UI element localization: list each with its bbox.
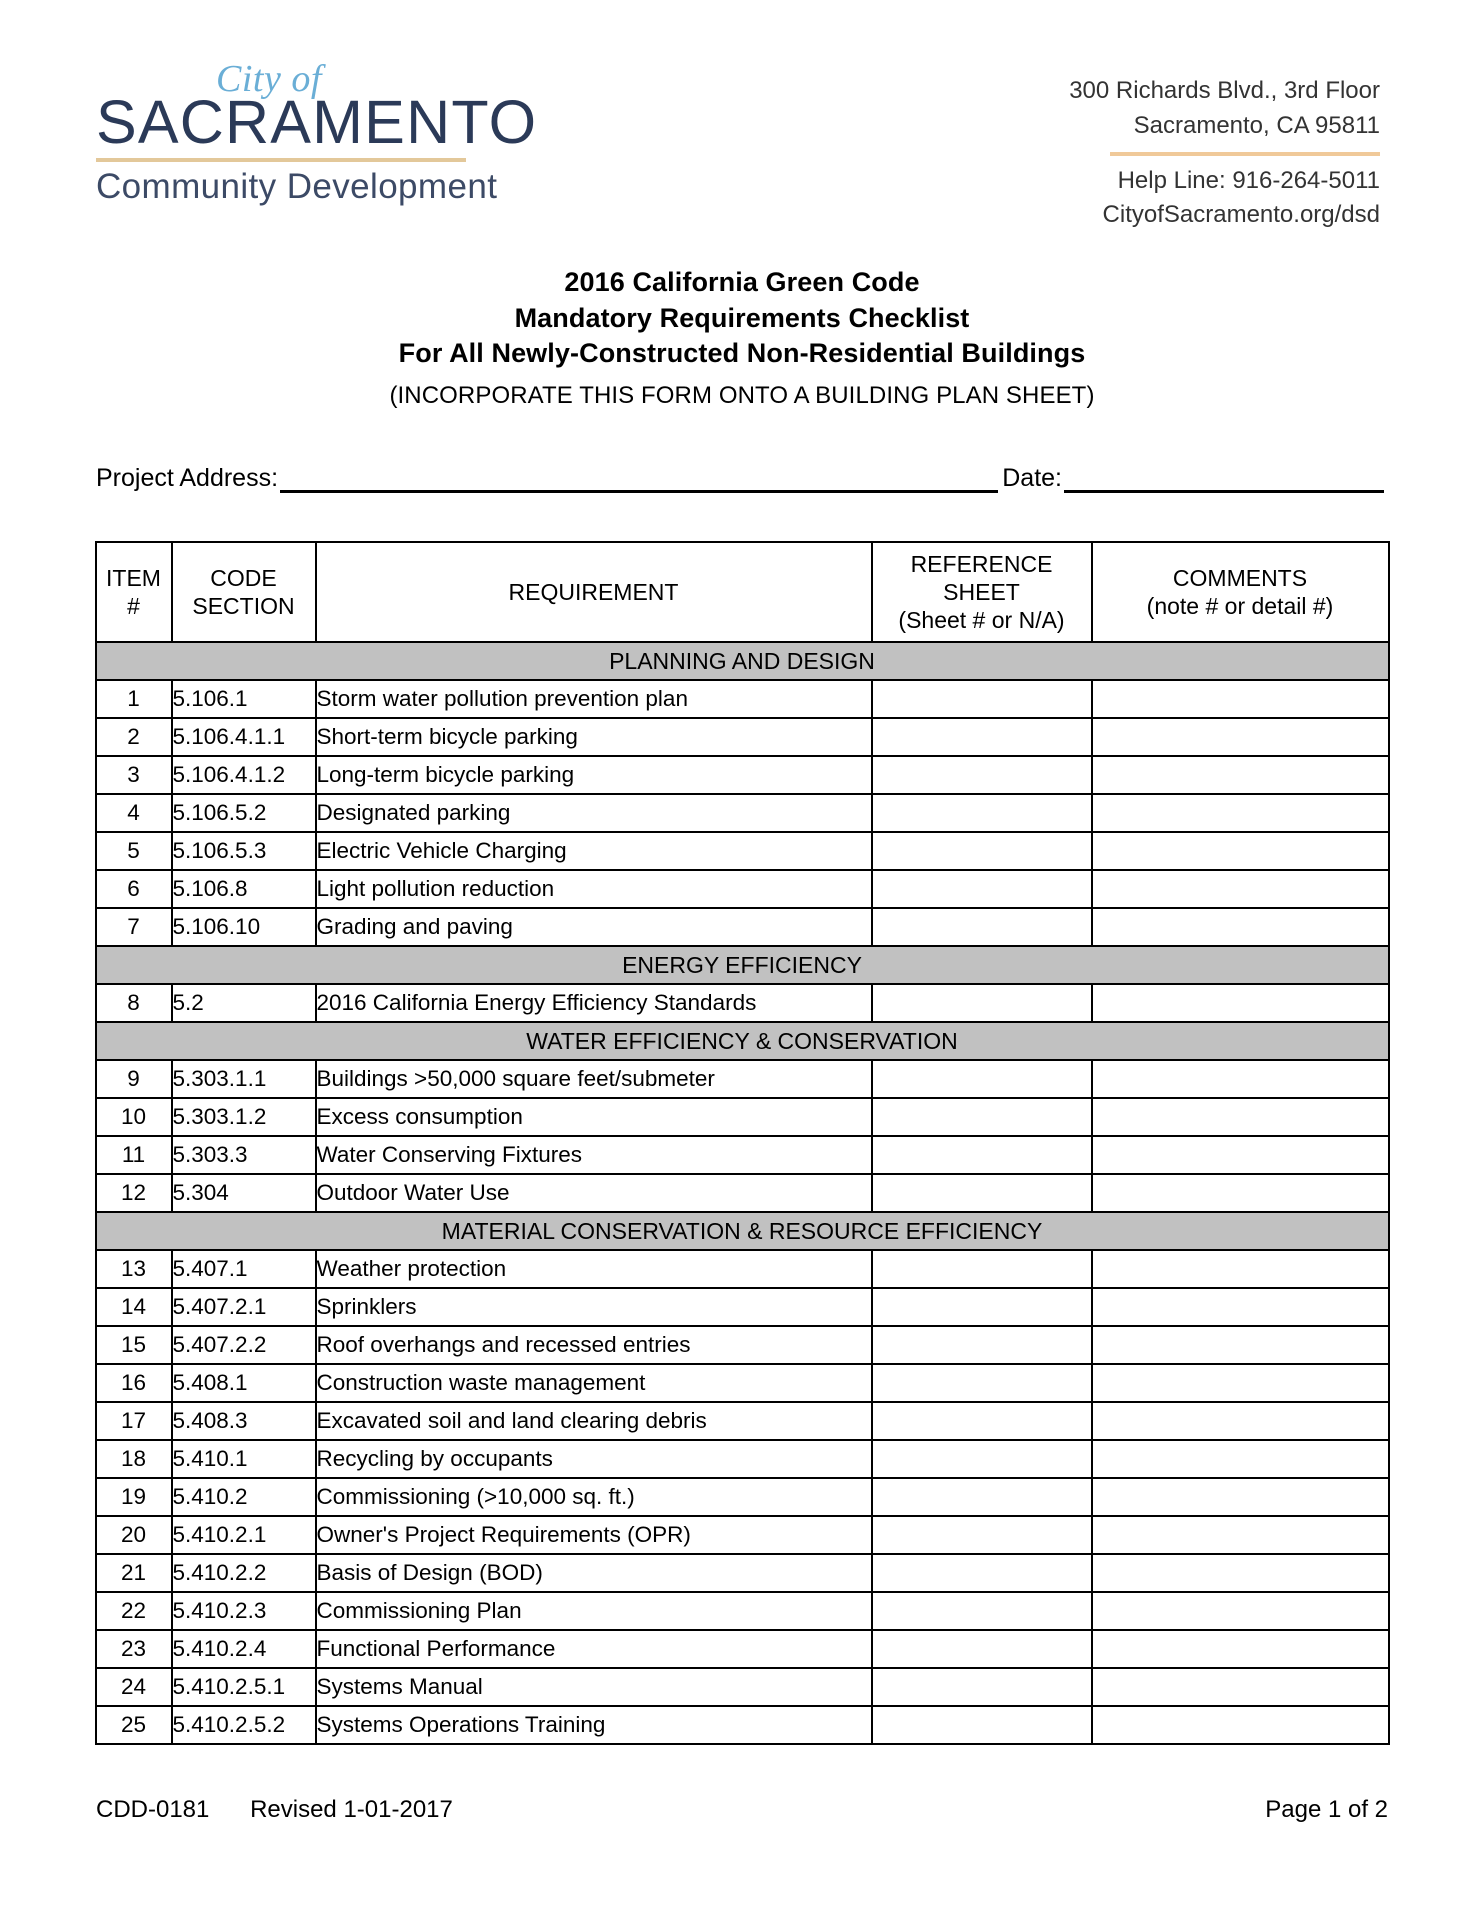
cell-reference-sheet-input[interactable] xyxy=(872,832,1092,870)
section-header-label: WATER EFFICIENCY & CONSERVATION xyxy=(96,1022,1389,1060)
cell-requirement: Buildings >50,000 square feet/submeter xyxy=(316,1060,872,1098)
table-row xyxy=(96,1630,1389,1668)
cell-code-section: 5.303.1.2 xyxy=(172,1098,316,1136)
column-header-reference-line2: SHEET xyxy=(943,579,1020,606)
cell-requirement: Systems Operations Training xyxy=(316,1706,872,1744)
revision-date-text: Revised 1-01-2017 xyxy=(250,1796,453,1823)
cell-reference-sheet-input[interactable] xyxy=(872,1668,1092,1706)
table-row xyxy=(96,1174,1389,1212)
cell-comments-input[interactable] xyxy=(1092,984,1389,1022)
table-row xyxy=(96,1478,1389,1516)
cell-comments-input[interactable] xyxy=(1092,794,1389,832)
cell-comments-input[interactable] xyxy=(1092,1364,1389,1402)
column-header-comments-line1: COMMENTS xyxy=(1172,565,1308,592)
cell-comments-input[interactable] xyxy=(1092,1288,1389,1326)
cell-comments-input[interactable] xyxy=(1092,1592,1389,1630)
column-header-reference-line3: (Sheet # or N/A) xyxy=(898,607,1065,634)
section-header-label: ENERGY EFFICIENCY xyxy=(96,946,1389,984)
cell-comments-input[interactable] xyxy=(1092,1516,1389,1554)
cell-reference-sheet-input[interactable] xyxy=(872,1478,1092,1516)
cell-comments-input[interactable] xyxy=(1092,1668,1389,1706)
cell-requirement: Construction waste management xyxy=(316,1364,872,1402)
cell-reference-sheet-input[interactable] xyxy=(872,718,1092,756)
table-row xyxy=(96,1326,1389,1364)
cell-comments-input[interactable] xyxy=(1092,1402,1389,1440)
cell-reference-sheet-input[interactable] xyxy=(872,794,1092,832)
table-header xyxy=(96,542,1389,642)
table-row xyxy=(96,1440,1389,1478)
cell-code-section: 5.303.3 xyxy=(172,1136,316,1174)
cell-item-number: 22 xyxy=(96,1592,172,1630)
cell-reference-sheet-input[interactable] xyxy=(872,1440,1092,1478)
cell-item-number: 1 xyxy=(96,680,172,718)
cell-reference-sheet-input[interactable] xyxy=(872,1706,1092,1744)
column-header-reference-line1: REFERENCE xyxy=(910,551,1053,578)
section-header-row xyxy=(96,1022,1389,1060)
cell-item-number: 7 xyxy=(96,908,172,946)
cell-code-section: 5.303.1.1 xyxy=(172,1060,316,1098)
column-header-reference-sheet xyxy=(872,542,1092,642)
cell-code-section: 5.408.1 xyxy=(172,1364,316,1402)
cell-code-section: 5.410.2.5.2 xyxy=(172,1706,316,1744)
cell-reference-sheet-input[interactable] xyxy=(872,1516,1092,1554)
table-row xyxy=(96,1364,1389,1402)
page-number-text: Page 1 of 2 xyxy=(1265,1796,1388,1823)
cell-item-number: 11 xyxy=(96,1136,172,1174)
table-row xyxy=(96,680,1389,718)
cell-item-number: 6 xyxy=(96,870,172,908)
table-row xyxy=(96,832,1389,870)
cell-requirement: Sprinklers xyxy=(316,1288,872,1326)
city-logo xyxy=(96,52,536,207)
section-header-row xyxy=(96,1212,1389,1250)
cell-item-number: 25 xyxy=(96,1706,172,1744)
address-city-state-zip: Sacramento, CA 95811 xyxy=(1133,111,1380,139)
cell-reference-sheet-input[interactable] xyxy=(872,756,1092,794)
cell-requirement: 2016 California Energy Efficiency Standards xyxy=(316,984,872,1022)
cell-code-section: 5.410.2.3 xyxy=(172,1592,316,1630)
table-row xyxy=(96,1060,1389,1098)
cell-item-number: 8 xyxy=(96,984,172,1022)
website-text: CityofSacramento.org/dsd xyxy=(1102,201,1380,229)
cell-comments-input[interactable] xyxy=(1092,1706,1389,1744)
cell-item-number: 9 xyxy=(96,1060,172,1098)
date-input[interactable] xyxy=(1064,467,1384,493)
cell-item-number: 18 xyxy=(96,1440,172,1478)
logo-city-name-text: SACRAMENTO xyxy=(96,88,538,156)
section-header-row xyxy=(96,946,1389,984)
cell-requirement: Light pollution reduction xyxy=(316,870,872,908)
cell-reference-sheet-input[interactable] xyxy=(872,1364,1092,1402)
cell-reference-sheet-input[interactable] xyxy=(872,680,1092,718)
cell-requirement: Systems Manual xyxy=(316,1668,872,1706)
cell-comments-input[interactable] xyxy=(1092,1326,1389,1364)
cell-comments-input[interactable] xyxy=(1092,1554,1389,1592)
table-row xyxy=(96,1592,1389,1630)
cell-code-section: 5.410.2.2 xyxy=(172,1554,316,1592)
table-row xyxy=(96,1516,1389,1554)
cell-item-number: 10 xyxy=(96,1098,172,1136)
cell-item-number: 4 xyxy=(96,794,172,832)
cell-item-number: 3 xyxy=(96,756,172,794)
cell-code-section: 5.106.10 xyxy=(172,908,316,946)
table-body xyxy=(96,642,1389,1744)
cell-comments-input[interactable] xyxy=(1092,1174,1389,1212)
cell-requirement: Outdoor Water Use xyxy=(316,1174,872,1212)
cell-item-number: 19 xyxy=(96,1478,172,1516)
section-header-row xyxy=(96,642,1389,680)
cell-requirement: Basis of Design (BOD) xyxy=(316,1554,872,1592)
column-header-code-section xyxy=(172,542,316,642)
cell-code-section: 5.407.2.2 xyxy=(172,1326,316,1364)
cell-item-number: 2 xyxy=(96,718,172,756)
cell-requirement: Weather protection xyxy=(316,1250,872,1288)
cell-reference-sheet-input[interactable] xyxy=(872,908,1092,946)
cell-item-number: 14 xyxy=(96,1288,172,1326)
cell-item-number: 21 xyxy=(96,1554,172,1592)
table-row xyxy=(96,1554,1389,1592)
table-row xyxy=(96,870,1389,908)
cell-requirement: Roof overhangs and recessed entries xyxy=(316,1326,872,1364)
cell-requirement: Designated parking xyxy=(316,794,872,832)
cell-comments-input[interactable] xyxy=(1092,832,1389,870)
cell-code-section: 5.410.2 xyxy=(172,1478,316,1516)
cell-item-number: 23 xyxy=(96,1630,172,1668)
cell-comments-input[interactable] xyxy=(1092,1136,1389,1174)
table-row xyxy=(96,1402,1389,1440)
cell-requirement: Recycling by occupants xyxy=(316,1440,872,1478)
footer-left-group xyxy=(96,1796,487,1824)
cell-item-number: 13 xyxy=(96,1250,172,1288)
project-address-input[interactable] xyxy=(280,467,998,493)
column-header-comments xyxy=(1092,542,1389,642)
document-title-block xyxy=(0,265,1484,410)
cell-item-number: 5 xyxy=(96,832,172,870)
page-title-line-1: 2016 California Green Code xyxy=(564,267,920,298)
column-header-item-line2: # xyxy=(127,593,140,620)
column-header-comments-line2: (note # or detail #) xyxy=(1146,593,1334,620)
cell-code-section: 5.407.2.1 xyxy=(172,1288,316,1326)
cell-reference-sheet-input[interactable] xyxy=(872,1288,1092,1326)
cell-item-number: 20 xyxy=(96,1516,172,1554)
table-row xyxy=(96,1288,1389,1326)
cell-reference-sheet-input[interactable] xyxy=(872,1554,1092,1592)
section-header-label: MATERIAL CONSERVATION & RESOURCE EFFICIENCY xyxy=(96,1212,1389,1250)
cell-code-section: 5.304 xyxy=(172,1174,316,1212)
column-header-code-line1: CODE xyxy=(210,565,277,592)
contact-address-block xyxy=(1069,52,1380,233)
letterhead xyxy=(0,0,1484,233)
cell-code-section: 5.106.5.2 xyxy=(172,794,316,832)
cell-comments-input[interactable] xyxy=(1092,1060,1389,1098)
project-meta-row xyxy=(96,464,1388,493)
section-header-label: PLANNING AND DESIGN xyxy=(96,642,1389,680)
cell-code-section: 5.410.2.5.1 xyxy=(172,1668,316,1706)
cell-requirement: Commissioning Plan xyxy=(316,1592,872,1630)
cell-requirement: Functional Performance xyxy=(316,1630,872,1668)
page-subtitle: (INCORPORATE THIS FORM ONTO A BUILDING PLAN SHEET) xyxy=(389,382,1095,410)
cell-reference-sheet-input[interactable] xyxy=(872,1098,1092,1136)
cell-comments-input[interactable] xyxy=(1092,718,1389,756)
date-label: Date: xyxy=(1002,464,1062,493)
column-header-requirement: REQUIREMENT xyxy=(316,542,872,642)
form-number-text: CDD-0181 xyxy=(96,1796,210,1823)
cell-item-number: 15 xyxy=(96,1326,172,1364)
cell-requirement: Owner's Project Requirements (OPR) xyxy=(316,1516,872,1554)
cell-code-section: 5.106.4.1.2 xyxy=(172,756,316,794)
cell-code-section: 5.106.4.1.1 xyxy=(172,718,316,756)
column-header-item xyxy=(96,542,172,642)
address-gold-divider xyxy=(1110,152,1380,156)
cell-reference-sheet-input[interactable] xyxy=(872,1136,1092,1174)
cell-reference-sheet-input[interactable] xyxy=(872,1592,1092,1630)
logo-city-of-text: City of xyxy=(216,58,322,100)
cell-requirement: Electric Vehicle Charging xyxy=(316,832,872,870)
cell-reference-sheet-input[interactable] xyxy=(872,1174,1092,1212)
logo-department-text: Community Development xyxy=(96,167,498,207)
cell-code-section: 5.408.3 xyxy=(172,1402,316,1440)
cell-item-number: 12 xyxy=(96,1174,172,1212)
cell-code-section: 5.106.8 xyxy=(172,870,316,908)
table-row xyxy=(96,1706,1389,1744)
page-footer xyxy=(96,1796,1388,1824)
cell-comments-input[interactable] xyxy=(1092,908,1389,946)
cell-requirement: Long-term bicycle parking xyxy=(316,756,872,794)
cell-item-number: 16 xyxy=(96,1364,172,1402)
table-row xyxy=(96,984,1389,1022)
page-title-line-3: For All Newly-Constructed Non-Residential Buildings xyxy=(398,338,1086,369)
cell-code-section: 5.410.2.4 xyxy=(172,1630,316,1668)
cell-code-section: 5.106.1 xyxy=(172,680,316,718)
table-row xyxy=(96,1250,1389,1288)
cell-code-section: 5.410.1 xyxy=(172,1440,316,1478)
cell-comments-input[interactable] xyxy=(1092,1440,1389,1478)
cell-reference-sheet-input[interactable] xyxy=(872,1250,1092,1288)
help-line-text: Help Line: 916-264-5011 xyxy=(1117,166,1380,194)
table-row xyxy=(96,718,1389,756)
cell-requirement: Grading and paving xyxy=(316,908,872,946)
cell-code-section: 5.410.2.1 xyxy=(172,1516,316,1554)
table-row xyxy=(96,908,1389,946)
table-header-row xyxy=(96,542,1389,642)
cell-comments-input[interactable] xyxy=(1092,870,1389,908)
cell-reference-sheet-input[interactable] xyxy=(872,1630,1092,1668)
cell-item-number: 17 xyxy=(96,1402,172,1440)
cell-code-section: 5.106.5.3 xyxy=(172,832,316,870)
cell-comments-input[interactable] xyxy=(1092,1250,1389,1288)
cell-comments-input[interactable] xyxy=(1092,756,1389,794)
page-title-line-2: Mandatory Requirements Checklist xyxy=(514,302,970,333)
cell-requirement: Water Conserving Fixtures xyxy=(316,1136,872,1174)
cell-requirement: Commissioning (>10,000 sq. ft.) xyxy=(316,1478,872,1516)
table-row xyxy=(96,756,1389,794)
project-address-label: Project Address: xyxy=(96,464,279,493)
cell-reference-sheet-input[interactable] xyxy=(872,1326,1092,1364)
cell-reference-sheet-input[interactable] xyxy=(872,1402,1092,1440)
table-row xyxy=(96,1668,1389,1706)
mandatory-requirements-table xyxy=(95,541,1390,1745)
cell-reference-sheet-input[interactable] xyxy=(872,870,1092,908)
cell-comments-input[interactable] xyxy=(1092,680,1389,718)
table-row xyxy=(96,1098,1389,1136)
cell-requirement: Excavated soil and land clearing debris xyxy=(316,1402,872,1440)
cell-comments-input[interactable] xyxy=(1092,1098,1389,1136)
cell-code-section: 5.407.1 xyxy=(172,1250,316,1288)
cell-requirement: Excess consumption xyxy=(316,1098,872,1136)
cell-requirement: Storm water pollution prevention plan xyxy=(316,680,872,718)
cell-requirement: Short-term bicycle parking xyxy=(316,718,872,756)
cell-item-number: 24 xyxy=(96,1668,172,1706)
table-row xyxy=(96,1136,1389,1174)
cell-comments-input[interactable] xyxy=(1092,1630,1389,1668)
address-street: 300 Richards Blvd., 3rd Floor xyxy=(1069,77,1380,104)
cell-reference-sheet-input[interactable] xyxy=(872,1060,1092,1098)
column-header-code-line2: SECTION xyxy=(192,593,295,620)
cell-code-section: 5.2 xyxy=(172,984,316,1022)
logo-gold-divider xyxy=(96,158,466,162)
table-row xyxy=(96,794,1389,832)
column-header-item-line1: ITEM xyxy=(106,565,161,592)
cell-comments-input[interactable] xyxy=(1092,1478,1389,1516)
cell-reference-sheet-input[interactable] xyxy=(872,984,1092,1022)
